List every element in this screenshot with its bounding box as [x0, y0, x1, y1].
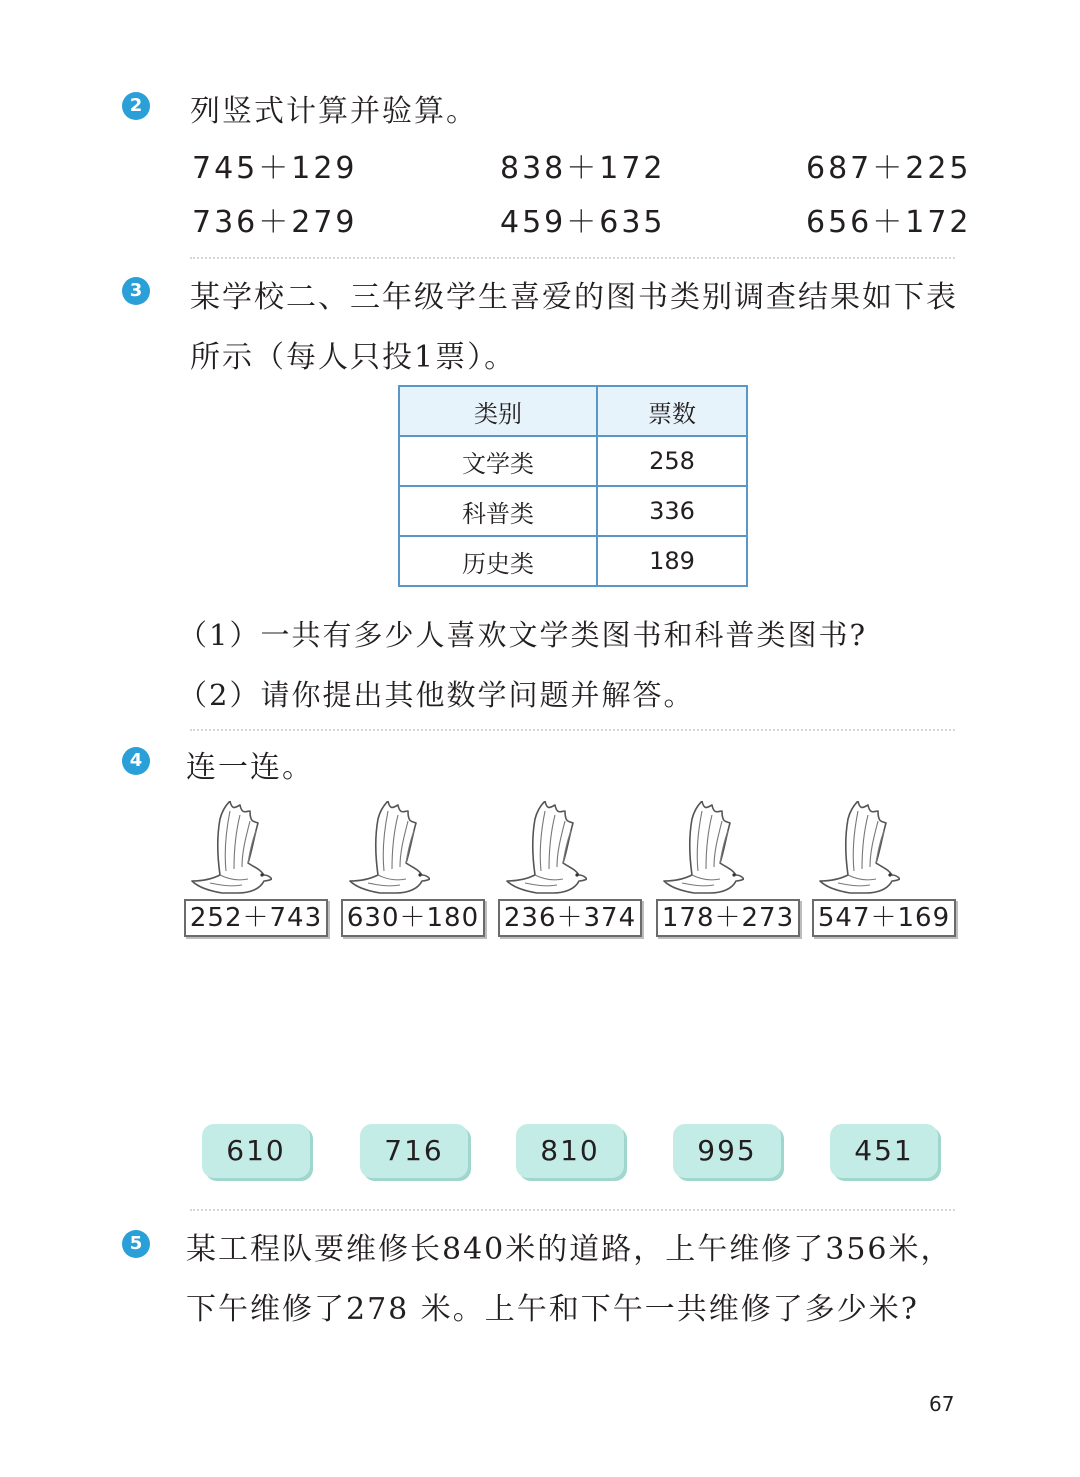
table-cell-votes: 189 [597, 536, 747, 586]
section-divider [190, 257, 955, 259]
calc-item: 745＋129 [192, 151, 358, 186]
expression-box[interactable]: 178＋273 [656, 899, 800, 937]
table-row [399, 436, 747, 486]
question-4-title: 连一连。 [186, 750, 314, 785]
table-row [399, 486, 747, 536]
question-number-badge: 4 [122, 747, 150, 775]
table-cell-votes: 258 [597, 436, 747, 486]
section-divider [190, 1209, 955, 1211]
answer-box[interactable]: 995 [673, 1124, 781, 1178]
dove-icon [190, 801, 272, 896]
question-number-badge: 3 [122, 277, 150, 305]
question-3-sub-2: （2）请你提出其他数学问题并解答。 [178, 678, 695, 712]
question-3-line-1: 某学校二、三年级学生喜爱的图书类别调查结果如下表 [190, 280, 958, 315]
question-3-sub-1: （1）一共有多少人喜欢文学类图书和科普类图书? [178, 618, 867, 652]
question-3-line-2: 所示（每人只投1票）。 [190, 340, 517, 375]
answer-box[interactable]: 610 [202, 1124, 310, 1178]
table-cell-votes: 336 [597, 486, 747, 536]
answer-box[interactable]: 810 [516, 1124, 624, 1178]
question-2-title: 列竖式计算并验算。 [190, 94, 478, 129]
table-header-row [399, 386, 747, 436]
survey-table [398, 385, 748, 587]
expression-box[interactable]: 547＋169 [812, 899, 956, 937]
dove-icon [505, 801, 587, 896]
calc-item: 736＋279 [192, 205, 358, 240]
dove-icon [818, 801, 900, 896]
dove-icon [348, 801, 430, 896]
expression-box[interactable]: 236＋374 [498, 899, 642, 937]
expression-box[interactable]: 252＋743 [184, 899, 328, 937]
calc-item: 656＋172 [806, 205, 972, 240]
answer-box[interactable]: 451 [830, 1124, 938, 1178]
calc-item: 459＋635 [500, 205, 666, 240]
question-5-line-1: 某工程队要维修长840米的道路，上午维修了356米， [186, 1232, 953, 1267]
calc-item: 838＋172 [500, 151, 666, 186]
calc-item: 687＋225 [806, 151, 972, 186]
table-header-cell: 票数 [597, 386, 747, 436]
answer-box[interactable]: 716 [360, 1124, 468, 1178]
question-number-badge: 2 [122, 92, 150, 120]
table-cell-category: 历史类 [399, 536, 597, 586]
table-header-cell: 类别 [399, 386, 597, 436]
table-cell-category: 科普类 [399, 486, 597, 536]
table-row [399, 536, 747, 586]
question-5-line-2: 下午维修了278 米。上午和下午一共维修了多少米? [186, 1292, 919, 1327]
section-divider [190, 729, 955, 731]
expression-box[interactable]: 630＋180 [341, 899, 485, 937]
question-number-badge: 5 [122, 1230, 150, 1258]
dove-icon [662, 801, 744, 896]
table-cell-category: 文学类 [399, 436, 597, 486]
page-number: 67 [929, 1392, 955, 1416]
